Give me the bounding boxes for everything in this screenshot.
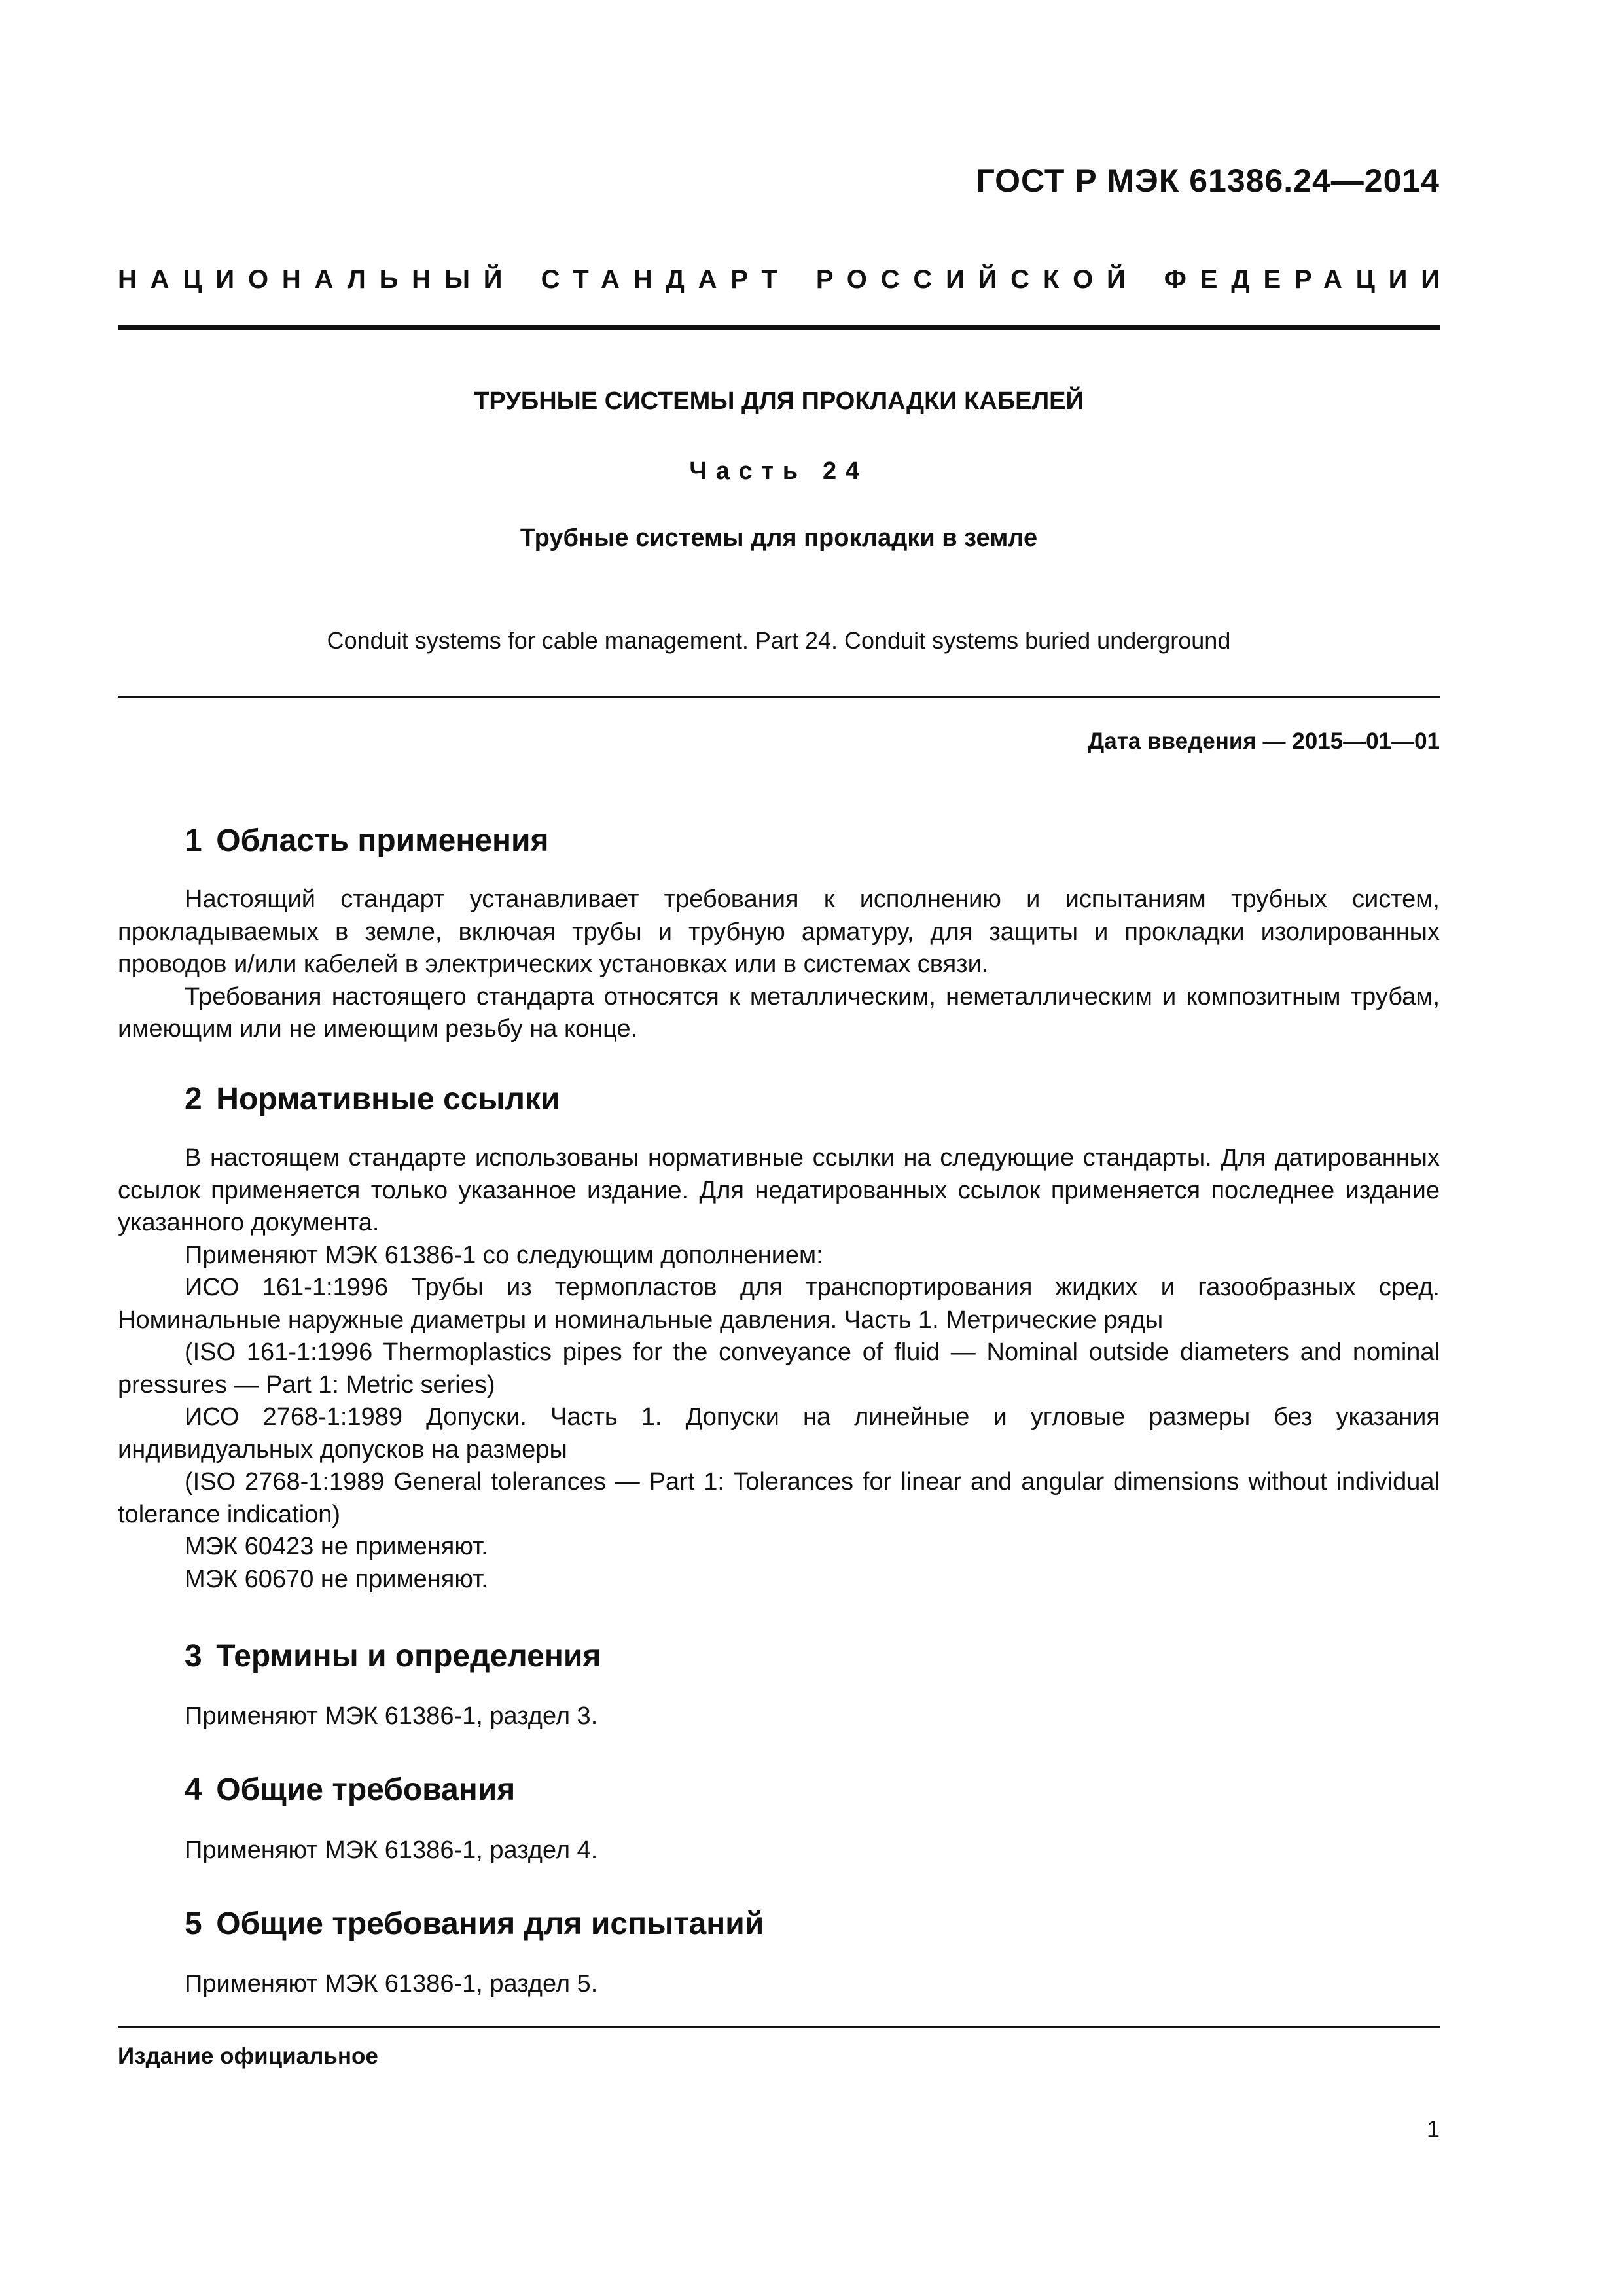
- section-number: 4: [185, 1772, 202, 1807]
- english-title: Conduit systems for cable management. Part 24. Conduit systems buried underground: [327, 627, 1231, 654]
- paragraph: Требования настоящего стандарта относятся к металлическим, неметаллическим и композитным трубам, имеющим или не имеющим резьбу на конце.: [118, 982, 1440, 1043]
- paragraph: МЭК 60670 не применяют.: [185, 1565, 488, 1593]
- banner-word: НАЦИОНАЛЬНЫЙ: [118, 265, 516, 294]
- national-standard-banner: [118, 265, 1454, 295]
- paragraph: Применяют МЭК 61386-1 со следующим дополнением:: [185, 1241, 823, 1269]
- section-title: Нормативные ссылки: [216, 1082, 560, 1117]
- section-body: [118, 884, 1440, 1046]
- document-part: Часть 24: [689, 457, 868, 485]
- section-heading: [185, 823, 549, 859]
- section-title: Термины и определения: [216, 1639, 601, 1674]
- paragraph: ИСО 161-1:1996 Трубы из термопластов для транспортирования жидких и газообразных сред. Номинальные наружные диаметры и номинальные давления. Часть 1. Метрические ряды: [118, 1274, 1440, 1334]
- paragraph: Применяют МЭК 61386-1, раздел 5.: [185, 1970, 598, 1998]
- section-body: [118, 1968, 1440, 2001]
- document-subtitle: Трубные системы для прокладки в земле: [520, 524, 1038, 552]
- introduction-date: Дата введения — 2015—01—01: [1088, 728, 1440, 754]
- section-heading: [185, 1638, 601, 1674]
- paragraph: (ISO 2768-1:1989 General tolerances — Part 1: Tolerances for linear and angular dimensions without individual tolerance indication): [118, 1468, 1440, 1528]
- title-divider: [118, 696, 1440, 698]
- section-number: 3: [185, 1639, 202, 1674]
- banner-word: СТАНДАРТ: [541, 265, 791, 294]
- banner-word: ФЕДЕРАЦИИ: [1164, 265, 1454, 294]
- paragraph: Применяют МЭК 61386-1, раздел 4.: [185, 1837, 598, 1864]
- section-number: 1: [185, 823, 202, 858]
- paragraph: ИСО 2768-1:1989 Допуски. Часть 1. Допуски на линейные и угловые размеры без указания индивидуальных допусков на размеры: [118, 1403, 1440, 1463]
- page-number: 1: [1426, 2115, 1440, 2142]
- paragraph: Применяют МЭК 61386-1, раздел 3.: [185, 1702, 598, 1730]
- official-edition-label: Издание официальное: [118, 2043, 378, 2069]
- section-title: Общие требования: [216, 1772, 516, 1807]
- section-heading: [185, 1906, 764, 1942]
- section-title: Общие требования для испытаний: [216, 1907, 764, 1941]
- footer-divider: [118, 2026, 1440, 2028]
- paragraph: (ISO 161-1:1996 Thermoplastics pipes for the conveyance of fluid — Nominal outside diameters and nominal pressures — Part 1: Metric series): [118, 1338, 1440, 1399]
- section-body: [118, 1835, 1440, 1867]
- section-body: [118, 1700, 1440, 1733]
- section-body: [118, 1142, 1440, 1596]
- banner-word: РОССИЙСКОЙ: [815, 265, 1139, 294]
- gost-code: ГОСТ Р МЭК 61386.24—2014: [976, 162, 1440, 199]
- paragraph: В настоящем стандарте использованы нормативные ссылки на следующие стандарты. Для датированных ссылок применяется только указанное издание. Для недатированных ссылок применяется последнее издание указанного документа.: [118, 1144, 1440, 1236]
- paragraph: Настоящий стандарт устанавливает требования к исполнению и испытаниям трубных систем, прокладываемых в земле, включая трубы и трубную арматуру, для защиты и прокладки изолированных проводов и/или кабелей в электрических установках или в системах связи.: [118, 886, 1440, 978]
- section-number: 5: [185, 1907, 202, 1941]
- section-number: 2: [185, 1082, 202, 1117]
- section-title: Область применения: [216, 823, 549, 858]
- paragraph: МЭК 60423 не применяют.: [185, 1533, 488, 1560]
- header-divider: [118, 325, 1440, 330]
- section-heading: [185, 1081, 560, 1117]
- document-title: ТРУБНЫЕ СИСТЕМЫ ДЛЯ ПРОКЛАДКИ КАБЕЛЕЙ: [474, 387, 1084, 415]
- section-heading: [185, 1772, 515, 1808]
